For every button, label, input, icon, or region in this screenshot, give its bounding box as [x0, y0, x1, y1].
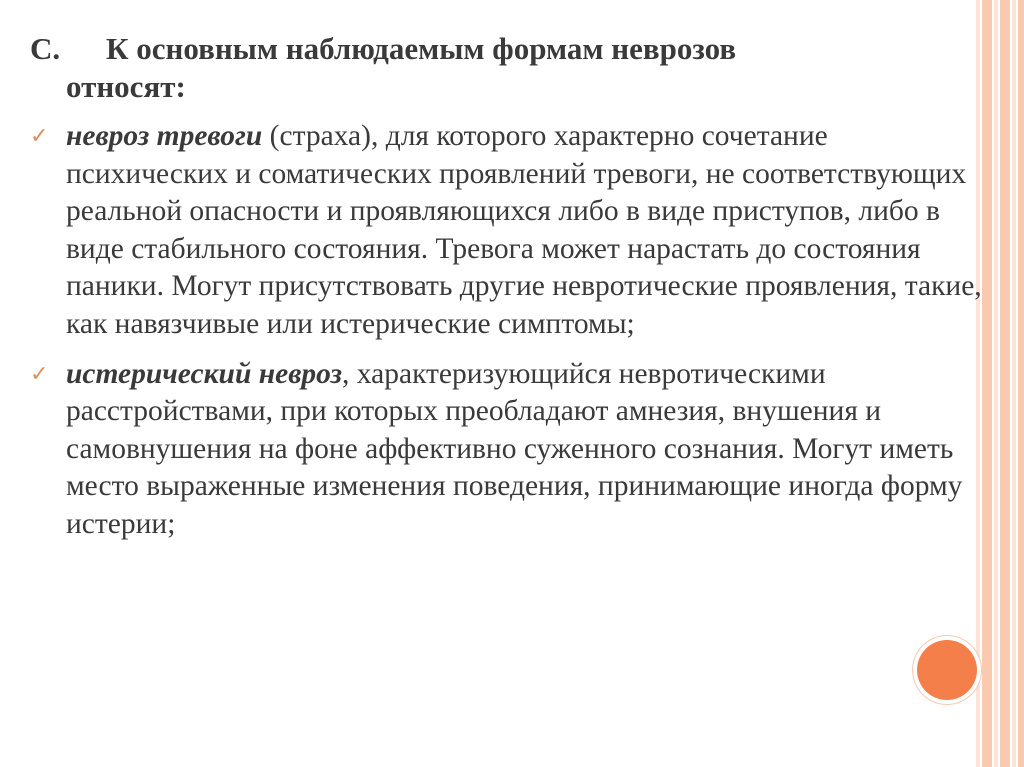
slide-title	[30, 30, 910, 106]
bullet-term: истерический невроз	[66, 357, 343, 390]
bullet-item-hysterical-neurosis	[30, 356, 990, 544]
bullet-list	[30, 118, 990, 544]
bullet-text: (страха), для которого характерно сочетание психических и соматических проявлений тревоги, не соответствующих реальной опасности и проявляющихся либо в виде приступов, либо в виде стабильного состояния. Тревога может нарастать до состояния паники. Могут присутствовать другие невротические проявления, такие, как навязчивые или истерические симптомы;	[66, 120, 982, 340]
bullet-term: невроз тревоги	[66, 120, 263, 152]
bullet-item-anxiety-neurosis	[30, 118, 990, 344]
section-letter: С.	[30, 31, 61, 66]
title-line-1: К основным наблюдаемым формам неврозов	[106, 31, 737, 66]
checkmark-icon: ✓	[30, 361, 49, 387]
checkmark-icon: ✓	[30, 124, 49, 149]
decorative-orange-circle	[917, 640, 977, 700]
title-line-2: относят:	[66, 69, 186, 104]
bullet-text: , характеризующийся невротическими расстройствами, при которых преобладают амнезия, внушения и самовнушения на фоне аффективно суженного сознания. Могут иметь место выраженные изменения поведения, принимающие иногда форму истерии;	[66, 357, 963, 540]
